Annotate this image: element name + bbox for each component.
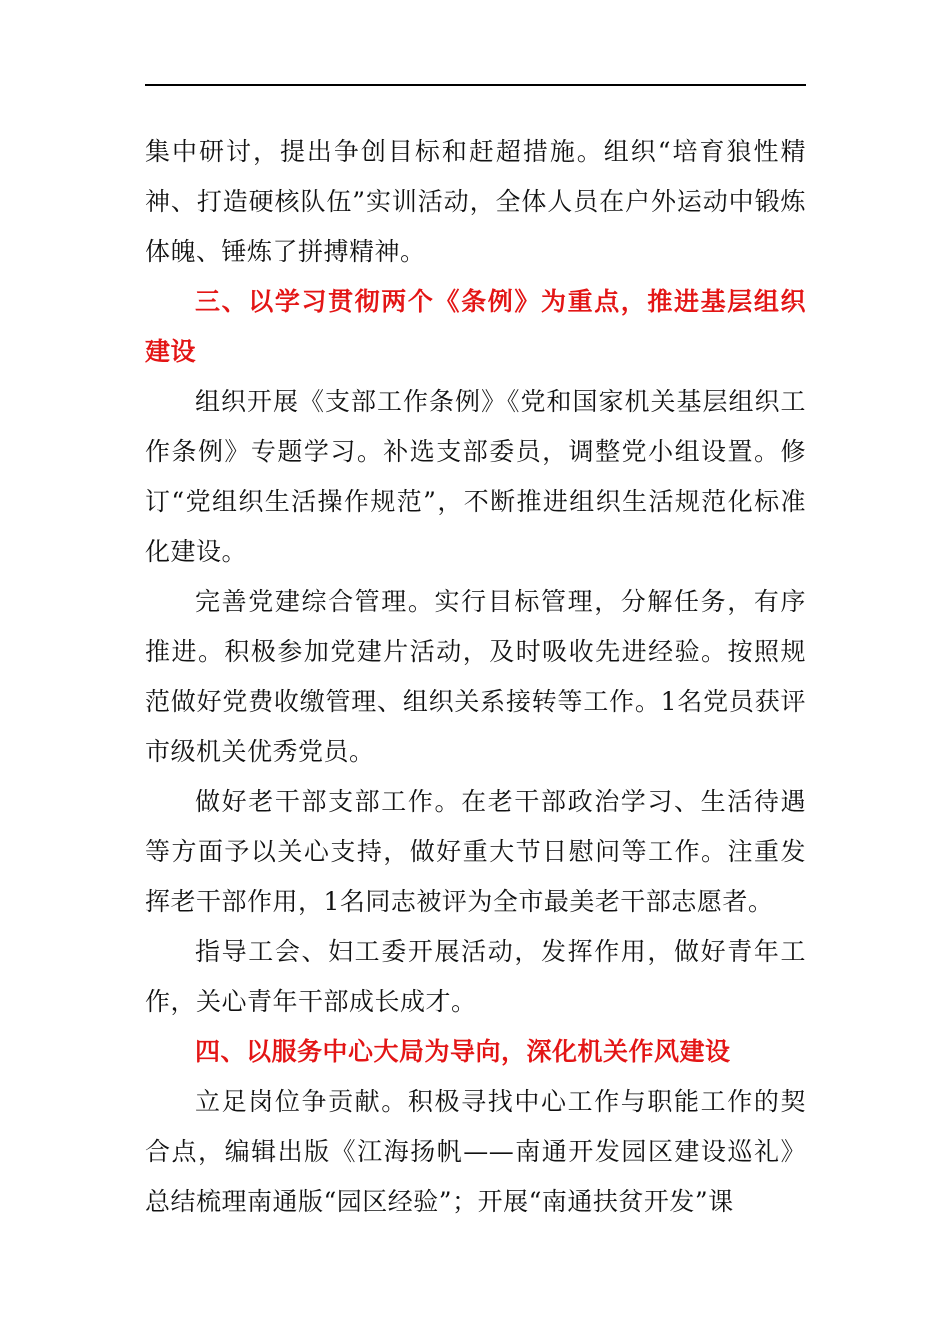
paragraph-5: 指导工会、妇工委开展活动，发挥作用，做好青年工作，关心青年干部成长成才。 [145,937,806,1016]
paragraph-1: 集中研讨，提出争创目标和赶超措施。组织“培育狼性精神、打造硬核队伍”实训活动，全体人员在户外运动中锻炼体魄、锤炼了拼搏精神。 [145,137,806,266]
document-body [145,127,806,1227]
header-rule [145,84,806,86]
paragraph-4: 做好老干部支部工作。在老干部政治学习、生活待遇等方面予以关心支持，做好重大节日慰问等工作。注重发挥老干部作用，1名同志被评为全市最美老干部志愿者。 [145,787,806,916]
paragraph-3: 完善党建综合管理。实行目标管理，分解任务，有序推进。积极参加党建片活动，及时吸收先进经验。按照规范做好党费收缴管理、组织关系接转等工作。1名党员获评市级机关优秀党员。 [145,587,806,766]
paragraph-6: 立足岗位争贡献。积极寻找中心工作与职能工作的契合点，编辑出版《江海扬帆——南通开发园区建设巡礼》总结梳理南通版“园区经验”；开展“南通扶贫开发”课 [145,1087,806,1216]
section-heading-3: 三、以学习贯彻两个《条例》为重点，推进基层组织建设 [145,287,806,366]
paragraph-2: 组织开展《支部工作条例》《党和国家机关基层组织工作条例》专题学习。补选支部委员，调整党小组设置。修订“党组织生活操作规范”，不断推进组织生活规范化标准化建设。 [145,387,806,566]
section-heading-4: 四、以服务中心大局为导向，深化机关作风建设 [195,1037,731,1066]
